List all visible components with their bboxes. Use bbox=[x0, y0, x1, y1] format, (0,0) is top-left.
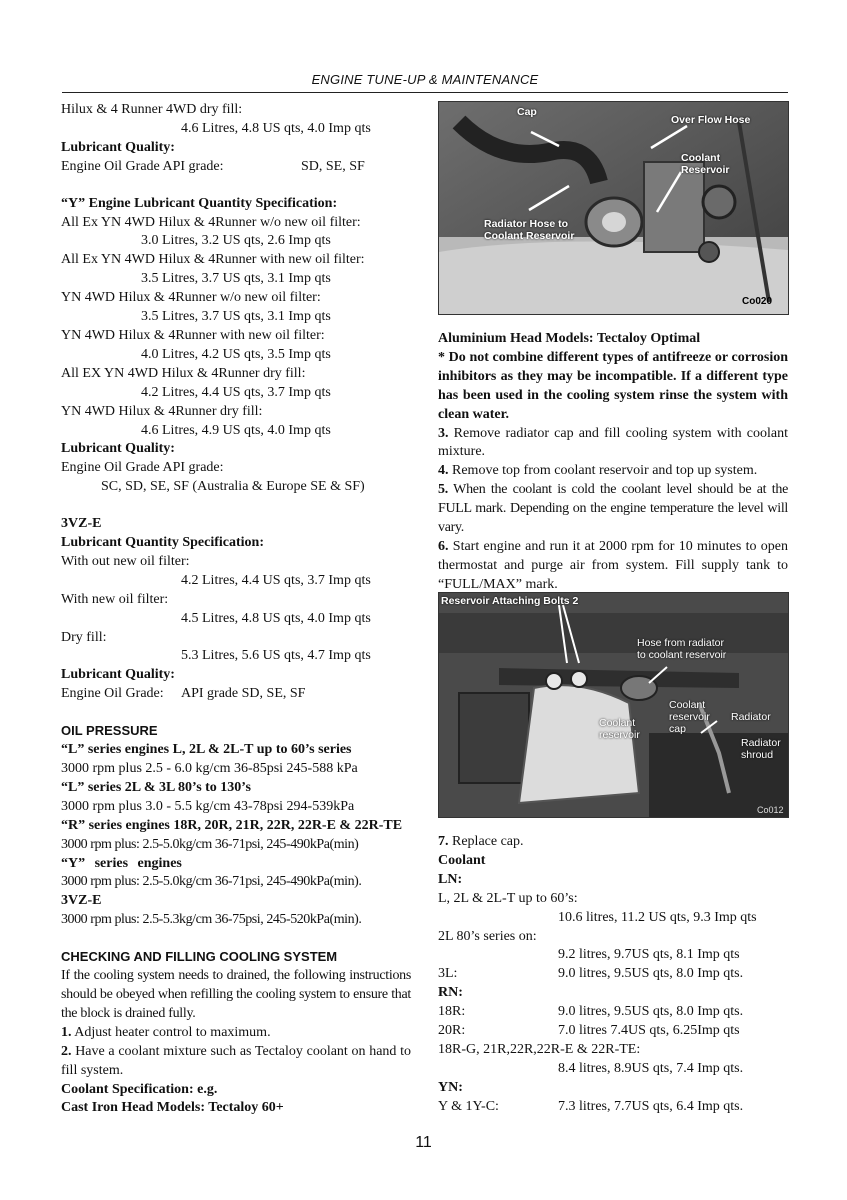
text-line: All Ex YN 4WD Hilux & 4Runner w/o new oil filter: bbox=[61, 214, 361, 230]
value: 9.0 litres, 9.5US qts, 8.0 Imp qts. bbox=[558, 1004, 744, 1020]
text-line: Engine Oil Grade API grade: bbox=[61, 460, 224, 476]
subheading: “L” series 2L & 3L 80’s to 130’s bbox=[61, 779, 251, 795]
step bbox=[438, 538, 788, 595]
text-line: YN 4WD Hilux & 4Runner dry fill: bbox=[61, 403, 263, 419]
text-line: 3000 rpm plus 2.5 - 6.0 kg/cm 36-85psi 245-588 kPa bbox=[61, 761, 358, 776]
step-number: 1. bbox=[61, 1024, 72, 1040]
text-line: 9.2 litres, 9.7US qts, 8.1 Imp qts bbox=[558, 947, 740, 963]
subheading: “R” series engines 18R, 20R, 21R, 22R, 22R-E & 22R-TE bbox=[61, 817, 403, 833]
page-number: 11 bbox=[415, 1134, 432, 1151]
value: 9.0 litres, 9.5US qts, 8.0 Imp qts. bbox=[558, 966, 744, 982]
step-text: Adjust heater control to maximum. bbox=[71, 1024, 271, 1040]
photo-label: reservoir bbox=[599, 729, 640, 741]
step bbox=[61, 1024, 411, 1043]
photo-reservoir-bolts bbox=[438, 592, 789, 818]
step-text: When the coolant is cold the coolant level should be at the FULL mark. Depending on the engine temperature the level will vary. bbox=[438, 482, 788, 536]
step bbox=[438, 462, 788, 481]
step-text: Remove top from coolant reservoir and top up system. bbox=[448, 463, 758, 479]
text-line: 2L 80’s series on: bbox=[438, 928, 537, 944]
text-line: 4.5 Litres, 4.8 US qts, 4.0 Imp qts bbox=[181, 610, 371, 626]
photo-label: Radiator Hose to bbox=[484, 218, 569, 230]
step bbox=[438, 425, 788, 463]
photo-label: Reservoir bbox=[681, 164, 730, 176]
step-text: Have a coolant mixture such as Tectaloy coolant on hand to fill system. bbox=[61, 1043, 411, 1078]
section-heading: CHECKING AND FILLING COOLING SYSTEM bbox=[61, 949, 338, 965]
photo-label: shroud bbox=[741, 749, 774, 761]
photo-label: Coolant Reservoir bbox=[484, 230, 575, 242]
subheading: 3VZ-E bbox=[61, 893, 102, 909]
text-line bbox=[61, 158, 413, 177]
text-line: L, 2L & 2L-T up to 60’s: bbox=[438, 890, 578, 906]
label: Engine Oil Grade API grade: bbox=[61, 158, 224, 174]
text-line: 3000 rpm plus: 2.5-5.3kg/cm 36-75psi, 245-520kPa(min). bbox=[61, 912, 362, 928]
subheading: LN: bbox=[438, 871, 463, 887]
text-line: 18R-G, 21R,22R,22R-E & 22R-TE: bbox=[438, 1041, 641, 1057]
section-heading: OIL PRESSURE bbox=[61, 723, 158, 739]
text-line: With out new oil filter: bbox=[61, 553, 190, 569]
page-header: ENGINE TUNE-UP & MAINTENANCE bbox=[311, 72, 539, 87]
text-line: 4.2 Litres, 4.4 US qts, 3.7 Imp qts bbox=[181, 572, 371, 588]
subheading: RN: bbox=[438, 985, 463, 1001]
photo-label: cap bbox=[669, 723, 686, 735]
right-lower-column bbox=[438, 833, 788, 1117]
photo-code: Co020 bbox=[742, 296, 773, 307]
text-line bbox=[438, 1022, 788, 1041]
photo-label: Coolant bbox=[599, 717, 636, 729]
photo-label: Radiator bbox=[741, 737, 781, 749]
text-line: Hilux & 4 Runner 4WD dry fill: bbox=[61, 102, 243, 117]
step-number: 7. bbox=[438, 834, 449, 849]
text-line bbox=[438, 1098, 788, 1117]
text-line: 5.3 Litres, 5.6 US qts, 4.7 Imp qts bbox=[181, 648, 371, 664]
photo-label: Over Flow Hose bbox=[671, 114, 751, 126]
step-number: 5. bbox=[438, 482, 448, 498]
subheading: Lubricant Quality: bbox=[61, 139, 175, 155]
section-heading: “Y” Engine Lubricant Quantity Specification: bbox=[61, 195, 338, 211]
subheading: YN: bbox=[438, 1079, 463, 1095]
subheading: Lubricant Quality: bbox=[61, 667, 175, 683]
text-line: 4.6 Litres, 4.8 US qts, 4.0 Imp qts bbox=[181, 120, 371, 136]
step-text: Start engine and run it at 2000 rpm for 10 minutes to open thermostat and purge air from system. Fill supply tank to “FULL/MAX” mark. bbox=[438, 538, 788, 592]
step-number: 6. bbox=[438, 538, 449, 554]
label: 20R: bbox=[438, 1023, 466, 1039]
value: 7.3 litres, 7.7US qts, 6.4 Imp qts. bbox=[558, 1098, 744, 1114]
text-line: 4.2 Litres, 4.4 US qts, 3.7 Imp qts bbox=[141, 384, 331, 400]
text-line: All EX YN 4WD Hilux & 4Runner dry fill: bbox=[61, 365, 306, 381]
text-line: 3.0 Litres, 3.2 US qts, 2.6 Imp qts bbox=[141, 233, 331, 249]
text-line: 3.5 Litres, 3.7 US qts, 3.1 Imp qts bbox=[141, 309, 331, 325]
text-line: 8.4 litres, 8.9US qts, 7.4 Imp qts. bbox=[558, 1060, 744, 1076]
photo-label: Coolant bbox=[681, 152, 721, 164]
step-text: Remove radiator cap and fill cooling system with coolant mixture. bbox=[438, 425, 788, 460]
label: 18R: bbox=[438, 1004, 466, 1020]
value: API grade SD, SE, SF bbox=[181, 686, 306, 702]
photo-label: Coolant bbox=[669, 699, 706, 711]
photo-label: Radiator bbox=[731, 711, 771, 723]
left-column bbox=[61, 101, 413, 1118]
step-number: 2. bbox=[61, 1043, 72, 1059]
photo-label: Hose from radiator bbox=[637, 637, 724, 649]
photo-label: Cap bbox=[517, 106, 537, 118]
text-line: 3000 rpm plus 3.0 - 5.5 kg/cm 43-78psi 294-539kPa bbox=[61, 798, 355, 814]
text-line: 3000 rpm plus: 2.5-5.0kg/cm 36-71psi, 245-490kPa(min) bbox=[61, 836, 359, 852]
text-line: 4.6 Litres, 4.9 US qts, 4.0 Imp qts bbox=[141, 422, 331, 438]
value: SD, SE, SF bbox=[301, 158, 365, 174]
step-number: 3. bbox=[438, 425, 449, 441]
subheading: Cast Iron Head Models: Tectaloy 60+ bbox=[61, 1100, 284, 1116]
label: 3L: bbox=[438, 966, 458, 982]
step bbox=[438, 481, 788, 538]
step bbox=[438, 833, 788, 852]
text-line: YN 4WD Hilux & 4Runner w/o new oil filter: bbox=[61, 290, 321, 306]
text-line: Dry fill: bbox=[61, 629, 107, 645]
text-line: SC, SD, SE, SF (Australia & Europe SE & SF) bbox=[101, 479, 365, 495]
text-line: 3.5 Litres, 3.7 US qts, 3.1 Imp qts bbox=[141, 271, 331, 287]
step-text: Replace cap. bbox=[448, 834, 524, 849]
subheading: Lubricant Quantity Specification: bbox=[61, 535, 265, 551]
header-rule bbox=[62, 92, 788, 93]
photo-illustration bbox=[439, 102, 788, 314]
text-line bbox=[61, 685, 413, 704]
subheading: “Y” series engines bbox=[61, 855, 182, 871]
photo-code: Co012 bbox=[757, 805, 784, 815]
text-line: With new oil filter: bbox=[61, 591, 169, 607]
photo-illustration bbox=[439, 593, 788, 817]
subheading: Aluminium Head Models: Tectaloy Optimal bbox=[438, 331, 701, 346]
text-line bbox=[438, 965, 788, 984]
label: Y & 1Y-C: bbox=[438, 1098, 499, 1114]
text-line: All Ex YN 4WD Hilux & 4Runner with new oil filter: bbox=[61, 252, 365, 268]
photo-label: to coolant reservoir bbox=[637, 649, 727, 661]
step-number: 4. bbox=[438, 463, 449, 479]
step bbox=[61, 1043, 411, 1081]
photo-label: reservoir bbox=[669, 711, 710, 723]
section-heading: 3VZ-E bbox=[61, 516, 102, 532]
subheading: Lubricant Quality: bbox=[61, 441, 175, 457]
photo-coolant-reservoir bbox=[438, 101, 789, 315]
text-line: 4.0 Litres, 4.2 US qts, 3.5 Imp qts bbox=[141, 346, 331, 362]
subheading: Coolant bbox=[438, 852, 486, 868]
warning-paragraph: * Do not combine different types of antifreeze or corrosion inhibitors as they may be incompatible. If a different type has been used in the cooling system rinse the system with clean water. bbox=[438, 349, 788, 422]
subheading: “L” series engines L, 2L & 2L-T up to 60’s series bbox=[61, 742, 352, 758]
paragraph: If the cooling system needs to drained, the following instructions should be obeyed when refilling the cooling system to ensure that the block is drained fully. bbox=[61, 968, 411, 1021]
photo-label: Reservoir Attaching Bolts 2 bbox=[441, 595, 579, 607]
text-line: 3000 rpm plus: 2.5-5.0kg/cm 36-71psi, 245-490kPa(min). bbox=[61, 874, 362, 890]
text-line bbox=[438, 1003, 788, 1022]
subheading: Coolant Specification: e.g. bbox=[61, 1081, 218, 1097]
label: Engine Oil Grade: bbox=[61, 686, 164, 702]
text-line: 10.6 litres, 11.2 US qts, 9.3 Imp qts bbox=[558, 909, 757, 925]
right-column bbox=[438, 330, 788, 595]
value: 7.0 litres 7.4US qts, 6.25Imp qts bbox=[558, 1023, 740, 1039]
text-line: YN 4WD Hilux & 4Runner with new oil filter: bbox=[61, 327, 325, 343]
